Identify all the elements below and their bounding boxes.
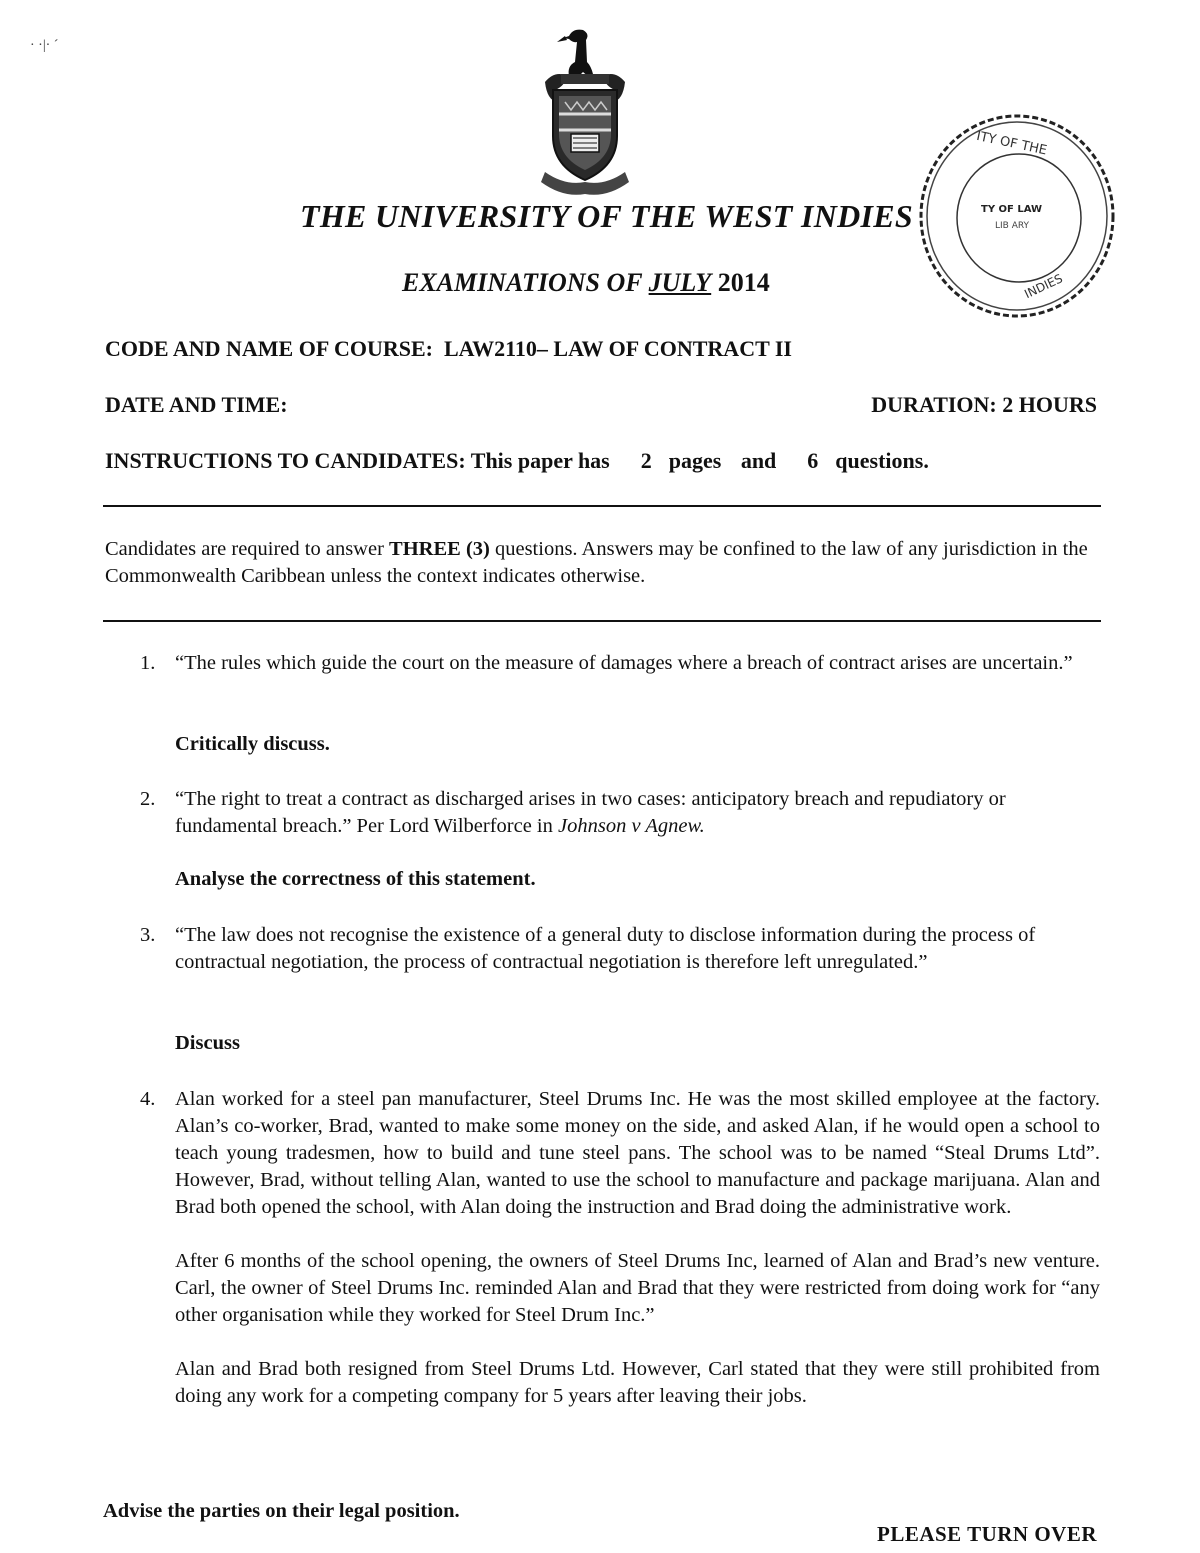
svg-text:INDIES: INDIES: [1022, 271, 1065, 302]
scan-marks: · ·|· ˊ: [30, 38, 59, 53]
university-crest-logo: [525, 22, 645, 197]
intro-bold: THREE (3): [389, 538, 490, 560]
duration-label: DURATION: 2 HOURS: [871, 392, 1097, 417]
course-label: CODE AND NAME OF COURSE:: [105, 336, 433, 361]
question-text-body: “The right to treat a contract as discharged arises in two cases: anticipatory breach and repudiatory or fundamental breach.” Per Lord Wilberforce in: [175, 788, 1006, 837]
question-text: [175, 1086, 1100, 1410]
question-paragraph: Alan worked for a steel pan manufacturer, Steel Drums Inc. He was the most skilled employee at the factory. Alan’s co-worker, Brad, wanted to make some money on the side, and asked Alan, if he would open a school to teach young tradesmen, how to build and tune steel pans. The school was to be named “Steal Drums Ltd”. However, Brad, without telling Alan, wanted to use the school to manufacture and package marijuana. Alan and Brad both opened the school, with Alan doing the instruction and Brad doing the administrative work.: [175, 1088, 1100, 1218]
pages-word: pages: [668, 448, 722, 473]
question-4: [140, 1086, 1100, 1410]
pages-count: 2: [640, 448, 652, 473]
question-text: “The law does not recognise the existence of a general duty to disclose information during the process of contractual negotiation, the process of contractual negotiation is therefore left unregulated.”: [175, 924, 1036, 973]
exam-year: 2014: [711, 268, 770, 297]
questions-count: 6: [807, 448, 819, 473]
question-1: [140, 650, 1100, 677]
question-text: [175, 786, 1100, 840]
please-turn-over: PLEASE TURN OVER: [877, 1522, 1097, 1546]
question-paragraph: Alan and Brad both resigned from Steel Drums Ltd. However, Carl stated that they were still prohibited from doing any work for a competing company for 5 years after leaving their jobs.: [175, 1358, 1100, 1407]
exam-title: [402, 268, 770, 298]
intro-text-rest: questions. Answers may be confined to the law of any jurisdiction in the Commonwealth Caribbean unless the context indicates otherwise.: [105, 538, 1088, 587]
question-number: 4.: [140, 1088, 156, 1110]
exam-month: JULY: [648, 268, 712, 297]
divider: [103, 505, 1101, 507]
question-4-instruction: Advise the parties on their legal position.: [103, 1500, 460, 1522]
question-text: “The rules which guide the court on the measure of damages where a breach of contract arises are uncertain.”: [175, 652, 1073, 674]
intro-text: Candidates are required to answer: [105, 538, 390, 560]
svg-text:TY OF LAW: TY OF LAW: [981, 204, 1043, 215]
question-2: [140, 786, 1100, 840]
faculty-library-stamp: [915, 108, 1120, 323]
question-3: [140, 922, 1100, 976]
divider: [103, 620, 1101, 622]
course-line: [105, 336, 792, 362]
question-1-instruction: Critically discuss.: [175, 733, 330, 755]
instructions-line: [105, 448, 929, 474]
question-number: 3.: [140, 924, 156, 946]
instructions-pre: This paper has: [470, 448, 610, 473]
course-value: LAW2110– LAW OF CONTRACT II: [443, 336, 792, 361]
question-paragraph: After 6 months of the school opening, the owners of Steel Drums Inc, learned of Alan and Brad’s new venture. Carl, the owner of Steel Drums Inc. reminded Alan and Brad that they were restricted from doing work for “any other organisation while they worked for Steel Drum Inc.”: [175, 1250, 1100, 1326]
case-name: Johnson v Agnew.: [558, 815, 705, 837]
question-number: 1.: [140, 652, 156, 674]
candidate-instructions: [105, 536, 1095, 590]
university-title: THE UNIVERSITY OF THE WEST INDIES: [300, 198, 914, 234]
question-3-instruction: Discuss: [175, 1032, 240, 1054]
questions-word: questions.: [835, 448, 929, 473]
and-word: and: [740, 448, 777, 473]
question-2-instruction: Analyse the correctness of this statement.: [175, 868, 536, 890]
svg-text:ITY OF THE: ITY OF THE: [975, 128, 1049, 159]
question-number: 2.: [140, 788, 156, 810]
svg-text:LIB ARY: LIB ARY: [995, 221, 1030, 231]
exam-prefix: EXAMINATIONS OF: [402, 268, 649, 297]
instructions-label: INSTRUCTIONS TO CANDIDATES:: [105, 448, 466, 473]
date-time-label: DATE AND TIME:: [105, 392, 288, 417]
